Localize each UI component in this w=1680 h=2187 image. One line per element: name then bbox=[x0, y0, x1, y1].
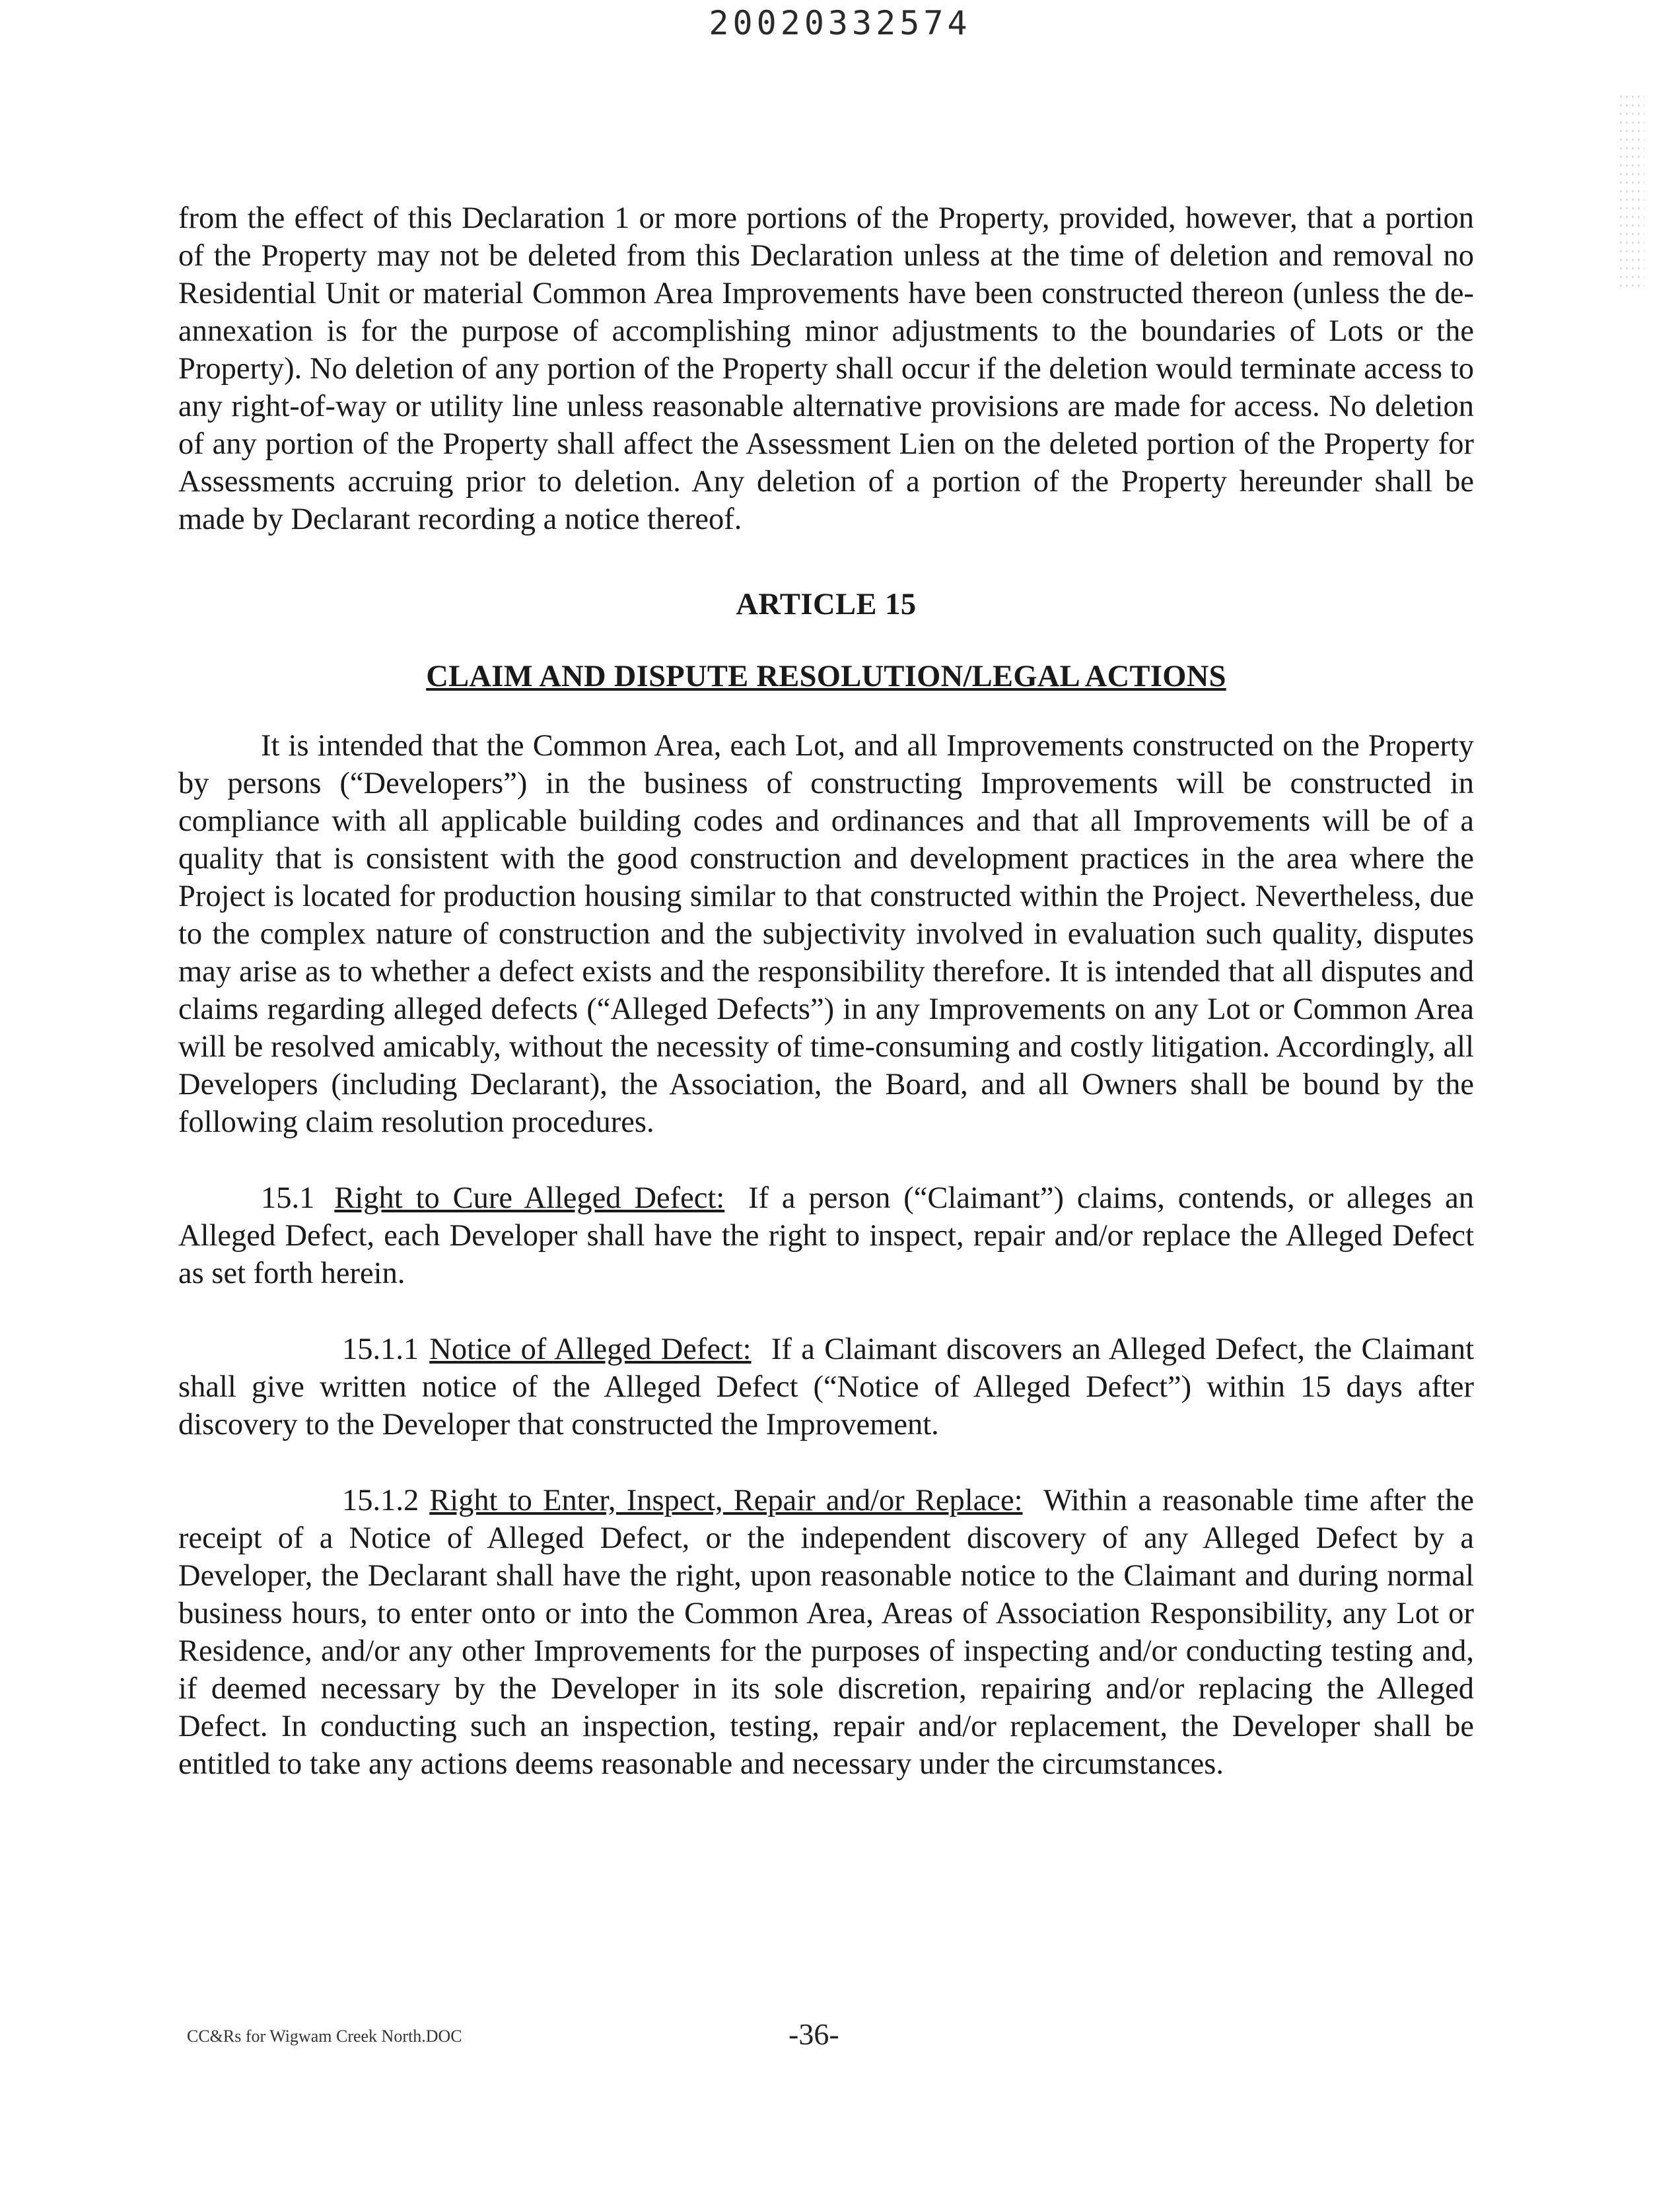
section-number: 15.1 bbox=[261, 1181, 315, 1215]
footer-page-number: -36- bbox=[788, 2017, 839, 2051]
article-title-heading: CLAIM AND DISPUTE RESOLUTION/LEGAL ACTIONS bbox=[426, 660, 1226, 693]
section-heading: Right to Enter, Inspect, Repair and/or Replace: bbox=[429, 1484, 1023, 1517]
footer-file-name: CC&Rs for Wigwam Creek North.DOC bbox=[187, 2027, 462, 2046]
section-text: Within a reasonable time after the receipt of a Notice of Alleged Defect, or the independent discovery of any Alleged Defect by a Developer, the Declarant shall have the right, upon reasonable notice to the Claimant and during normal business hours, to enter onto or into the Common Area, Areas of Association Responsibility, any Lot or Residence, and/or any other Improvements for the purposes of inspecting and/or conducting testing and, if deemed necessary by the Developer in its sole discretion, repairing and/or replacing the Alleged Defect. In conducting such an inspection, testing, repair and/or replacement, the Developer shall be entitled to take any actions deems reasonable and necessary under the circumstances. bbox=[178, 1484, 1474, 1781]
section-15-1-1 bbox=[178, 1331, 1474, 1443]
section-number: 15.1.1 bbox=[342, 1333, 419, 1366]
section-text: If a person (“Claimant”) claims, contends, or alleges an Alleged Defect, each Developer shall have the right to inspect, repair and/or replace the Alleged Defect as set forth herein. bbox=[178, 1181, 1474, 1290]
section-15-1-2 bbox=[178, 1482, 1474, 1783]
scan-margin-marks bbox=[1618, 92, 1644, 291]
section-text: If a Claimant discovers an Alleged Defect, the Claimant shall give written notice of the Alleged Defect (“Notice of Alleged Defect”) within 15 days after discovery to the Developer that constructed the Improvement. bbox=[178, 1333, 1475, 1441]
section-15-1 bbox=[178, 1179, 1474, 1292]
article-intro-paragraph: It is intended that the Common Area, each Lot, and all Improvements constructed on the Property by persons (“Developers”) in the business of constructing Improvements will be constructed in compliance with all applicable building codes and ordinances and that all Improvements will be of a quality that is consistent with the good construction and development practices in the area where the Project is located for production housing similar to that constructed within the Project. Nevertheless, due to the complex nature of construction and the subjectivity involved in evaluation such quality, disputes may arise as to whether a defect exists and the responsibility therefore. It is intended that all disputes and claims regarding alleged defects (“Alleged Defects”) in any Improvements on any Lot or Common Area will be resolved amicably, without the necessity of time-consuming and costly litigation. Accordingly, all Developers (including Declarant), the Association, the Board, and all Owners shall be bound by the following claim resolution procedures. bbox=[178, 729, 1474, 1139]
section-heading: Notice of Alleged Defect: bbox=[429, 1333, 752, 1366]
document-recording-number: 20020332574 bbox=[709, 4, 971, 42]
intro-paragraph: from the effect of this Declaration 1 or more portions of the Property, provided, however, that a portion of the Property may not be deleted from this Declaration unless at the time of deletion and removal no Residential Unit or material Common Area Improvements have been constructed thereon (unless the de-annexation is for the purpose of accomplishing minor adjustments to the boundaries of Lots or the Property). No deletion of any portion of the Property shall occur if the deletion would terminate access to any right-of-way or utility line unless reasonable alternative provisions are made for access. No deletion of any portion of the Property shall affect the Assessment Lien on the deleted portion of the Property for Assessments accruing prior to deletion. Any deletion of a portion of the Property hereunder shall be made by Declarant recording a notice thereof. bbox=[178, 201, 1474, 536]
section-number: 15.1.2 bbox=[342, 1484, 419, 1517]
article-number-heading: ARTICLE 15 bbox=[736, 588, 917, 621]
section-heading: Right to Cure Alleged Defect: bbox=[334, 1181, 725, 1215]
document-body bbox=[178, 199, 1474, 1783]
